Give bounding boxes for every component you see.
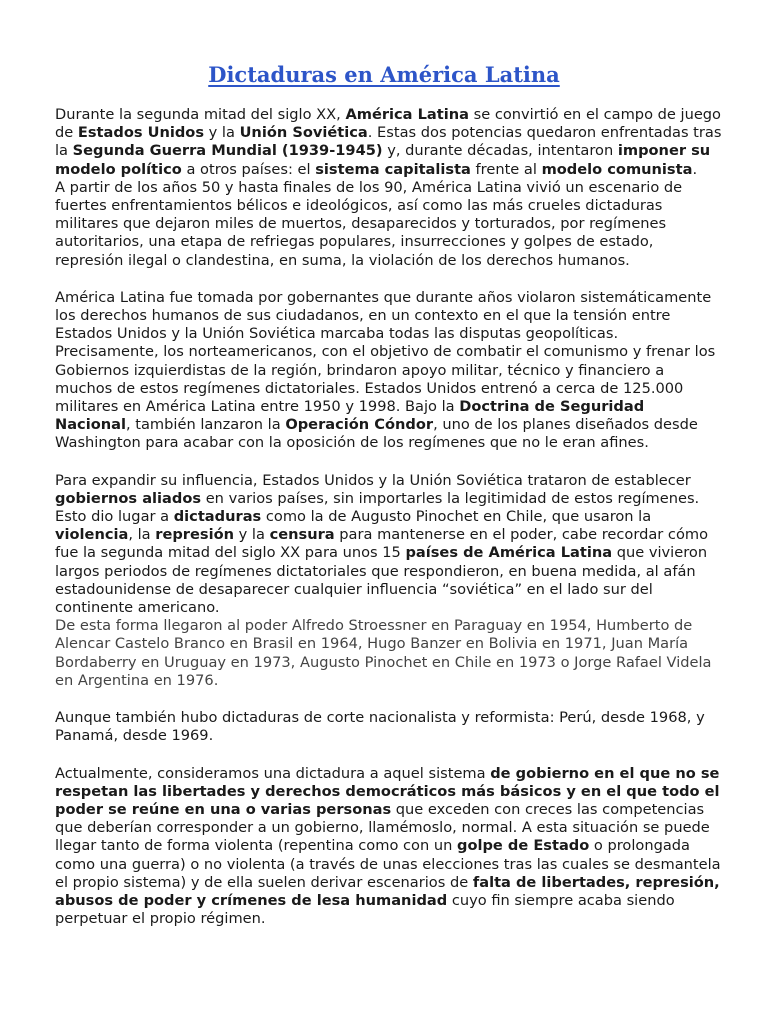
emphasis-text: imponer su modelo político	[55, 142, 711, 178]
emphasis-text: América Latina	[345, 106, 469, 123]
text-run: y, durante décadas, intentaron	[382, 142, 618, 160]
text-run: , uno de los planes diseñados desde Washington para acabar con la oposición de los regímenes que no le eran afines.	[55, 416, 698, 452]
paragraph-definition	[55, 765, 723, 929]
text-run: en varios países, sin importarles la legitimidad de estos regímenes. Esto dio lugar a	[55, 489, 700, 526]
emphasis-text: Estados Unidos	[77, 124, 205, 142]
emphasis-text: Segunda Guerra Mundial (1939-1945)	[72, 142, 383, 160]
paragraph-intro-text	[55, 106, 721, 178]
emphasis-text: golpe de Estado	[457, 837, 590, 855]
paragraph-influence	[55, 472, 723, 690]
text-run: , también lanzaron la	[125, 416, 286, 434]
text-run: , la	[128, 526, 156, 544]
text-run: Actualmente, consideramos una dictadura a aquel sistema	[55, 764, 491, 782]
emphasis-text: modelo comunista	[541, 160, 693, 178]
emphasis-text: represión	[155, 526, 235, 544]
emphasis-text: dictaduras	[173, 508, 262, 526]
emphasis-text: Doctrina de Seguridad Nacional	[55, 398, 645, 434]
text-run: a otros países: el	[181, 160, 316, 178]
emphasis-text: violencia	[55, 526, 129, 544]
paragraph-dictators-list: De esta forma llegaron al poder Alfredo Stroessner en Paraguay en 1954, Humberto de Alencar Castelo Branco en Brasil en 1964, Hugo Banzer en Bolivia en 1971, Juan María Bordaberry en Uruguay en 1973, Augusto Pinochet en Chile en 1973 o Jorge Rafael Videla en Argentina en 1976.	[55, 617, 712, 689]
text-run: o prolongada como una guerra) o no violenta (a través de unas elecciones tras las cuales se desmantela el propio sistema) y de ella suelen derivar escenarios de	[55, 837, 721, 891]
emphasis-text: de gobierno en el que no se respetan las libertades y derechos democráticos más básicos y en el que todo el poder se reúne en una o varias personas	[55, 764, 720, 818]
paragraph-intro-continuation: A partir de los años 50 y hasta finales de los 90, América Latina vivió un escenario de fuertes enfrentamientos bélicos e ideológicos, así como las más crueles dictaduras militares que dejaron miles de muertos, desaparecidos y torturados, por regímenes autoritarios, una etapa de refriegas populares, insurrecciones y golpes de estado, represión ilegal o clandestina, en suma, la violación de los derechos humanos.	[55, 178, 683, 269]
paragraph-influence-text	[55, 472, 708, 616]
text-run: y la	[234, 526, 270, 544]
text-run: .	[692, 160, 698, 178]
paragraph-nationalist: Aunque también hubo dictaduras de corte nacionalista y reformista: Perú, desde 1968, y Panamá, desde 1969.	[55, 709, 705, 745]
text-run: que vivieron largos periodos de regímenes dictatoriales que respondieron, en buena medida, al afán estadounidense de desaparecer cualquier influencia “soviética” en el lado sur del continente americano.	[55, 544, 708, 617]
emphasis-text: sistema capitalista	[315, 160, 471, 178]
document-body	[55, 106, 723, 947]
emphasis-text: Operación Cóndor	[285, 416, 434, 434]
text-run: como la de Augusto Pinochet en Chile, que usaron la	[261, 508, 652, 526]
text-run: y la	[204, 124, 240, 142]
text-run: frente al	[470, 160, 542, 178]
text-run: América Latina fue tomada por gobernantes que durante años violaron sistemáticamente los derechos humanos de sus ciudadanos, en un contexto en el que la tensión entre Estados Unidos y la Unión Soviética marcaba todas las disputas geopolíticas. Precisamente, los norteamericanos, con el objetivo de combatir el comunismo y frenar los Gobiernos izquierdistas de la región, brindaron apoyo militar, técnico y financiero a muchos de estos regímenes dictatoriales. Estados Unidos entrenó a cerca de 125.000 militares en América Latina entre 1950 y 1998. Bajo la	[55, 288, 716, 416]
page-title: Dictaduras en América Latina	[208, 62, 560, 87]
emphasis-text: censura	[269, 526, 335, 544]
emphasis-text: falta de libertades, represión, abusos de poder y crímenes de lesa humanidad	[55, 873, 720, 909]
text-run: . Estas dos potencias quedaron enfrentadas tras la	[55, 124, 722, 160]
text-run: Durante la segunda mitad del siglo XX,	[55, 106, 346, 123]
paragraph-context	[55, 289, 723, 453]
emphasis-text: países de América Latina	[405, 544, 613, 562]
text-run: se convirtió en el campo de juego de	[55, 106, 721, 142]
text-run: que exceden con creces las competencias que deberían corresponder a un gobierno, llamémoslo, normal. A esta situación se puede llegar tanto de forma violenta (repentina como con un	[55, 800, 710, 855]
paragraph-intro	[55, 106, 723, 270]
emphasis-text: gobiernos aliados	[55, 489, 202, 507]
text-run: cuyo fin siempre acaba siendo perpetuar el propio régimen.	[55, 891, 675, 928]
emphasis-text: Unión Soviética	[239, 124, 368, 142]
text-run: para mantenerse en el poder, cabe recordar cómo fue la segunda mitad del siglo XX para unos 15	[55, 526, 709, 562]
text-run: Para expandir su influencia, Estados Unidos y la Unión Soviética trataron de establecer	[55, 471, 691, 489]
